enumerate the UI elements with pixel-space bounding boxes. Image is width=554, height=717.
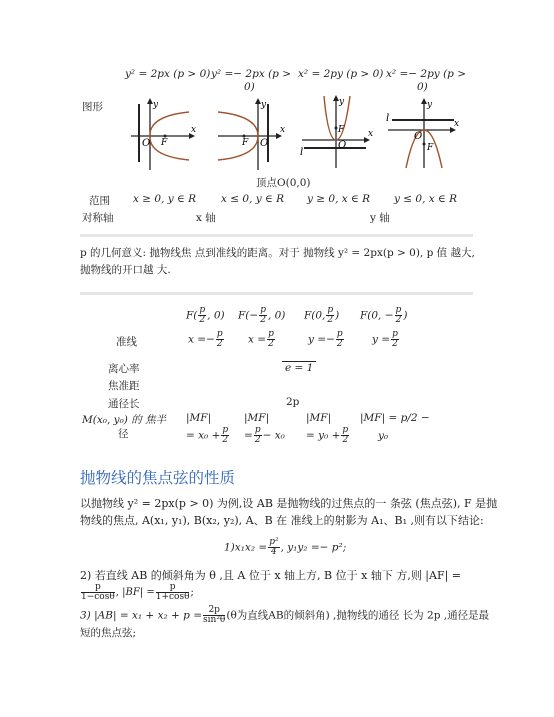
origin-label: O [260, 138, 269, 149]
focus-3: F(0, $\frac{p}{2}$ ) [304, 305, 340, 325]
radius-bottom-2: = $\frac{p}{2}$ − x₀ [244, 425, 285, 445]
eccentricity-value: e = 1 [282, 361, 316, 374]
property-3-line-1: 3) |AB| = x₁ + x₂ + p = $\frac{2p}{\text{sin²θ}}$ (θ为直线AB的倾斜角) ,抛物线的通径 长为 2p ,通径是最 [80, 605, 490, 625]
property-2-line-1: 2) 若直线 AB 的倾斜角为 θ ,且 A 位于 x 轴上方, B 位于 x 轴下 方,则 |AF| = [80, 569, 462, 582]
divider [80, 234, 473, 237]
property-3-line-2: 短的焦点弦; [80, 627, 137, 639]
focus-2: F(− $\frac{p}{2}$ , 0) [238, 305, 286, 325]
radius-bottom-4: y₀ [378, 430, 389, 442]
directrix-3: y =− $\frac{p}{2}$ [308, 329, 343, 349]
col-header-2: y² =− 2px (p > [211, 68, 292, 80]
radius-top-3: |MF| [306, 412, 332, 424]
col-header-4-cont: 0) [417, 81, 428, 93]
directrix-label: l [386, 113, 390, 124]
radius-bottom-1: = x₀ + $\frac{p}{2}$ [186, 425, 229, 445]
row-label-latus: 通径长 [108, 398, 140, 410]
col-header-2-cont: 0) [244, 81, 255, 93]
focus-label: F [242, 138, 249, 148]
latus-value: 2p [286, 396, 300, 408]
intro-line-2: 物线的焦点, A(x₁, y₁), B(x₂, y₂), A、B 在 准线上的射影为 A₁、B₁ ,则有以下结论: [80, 514, 484, 527]
row-label-directrix: 准线 [116, 336, 137, 348]
range-1: x ≥ 0, y ∈ R [133, 193, 197, 205]
range-2: x ≤ 0, y ∈ R [221, 193, 285, 205]
focus-4: F(0, − $\frac{p}{2}$ ) [360, 305, 408, 325]
row-label-axis: 对称轴 [82, 212, 114, 224]
row-label-eccentricity: 离心率 [108, 363, 140, 375]
origin-label: O [142, 138, 151, 149]
focus-label: F [427, 143, 434, 153]
row-label-focal-radius-cont: 径 [118, 428, 129, 440]
graph-right-opening [125, 96, 205, 170]
y-axis-label: y [153, 100, 159, 110]
origin-label: O [338, 140, 347, 151]
vertex-text: 顶点O(0,0) [256, 177, 311, 189]
col-header-1: y² = 2px (p > 0) [125, 68, 211, 80]
y-axis-label: y [427, 100, 433, 110]
directrix-1: x =− $\frac{p}{2}$ [188, 329, 223, 349]
radius-bottom-3: = y₀ + $\frac{p}{2}$ [306, 425, 349, 445]
focus-label: F [338, 125, 345, 135]
radius-top-1: |MF| [186, 412, 212, 424]
x-axis-label: x [454, 119, 460, 129]
row-label-figure: 图形 [82, 101, 103, 113]
row-label-focal-radius: M(x₀, y₀) 的 焦半 [82, 414, 167, 426]
x-axis-label: x [280, 125, 286, 135]
directrix-label: l [300, 147, 304, 158]
row-label-focal-distance: 焦准距 [108, 380, 140, 392]
graph-down-opening [384, 96, 464, 170]
property-2-line-2: $\frac{p}{1-\cos\theta}$ , |BF| = $\frac{p}{1+\cos\theta}$ ; [81, 582, 194, 602]
focus-label: F [161, 138, 168, 148]
axis-y: y 轴 [370, 212, 390, 224]
range-3: y ≥ 0, x ∈ R [307, 193, 371, 205]
x-axis-label: x [191, 125, 197, 135]
axis-x: x 轴 [196, 212, 216, 224]
radius-top-2: |MF| [244, 412, 270, 424]
col-header-3: x² = 2py (p > 0) [298, 68, 384, 80]
directrix-2: x = $\frac{p}{2}$ [248, 329, 274, 349]
radius-top-4: |MF| = p/2 − [360, 412, 430, 424]
graph-up-opening [298, 92, 378, 170]
property-1: 1)x₁x₂ = $\frac{\text{p²}}{4}$ , y₁y₂ =− p²; [224, 537, 347, 557]
graph-left-opening [214, 96, 290, 170]
note-line-2: 抛物线的开口越 大. [80, 264, 171, 276]
y-axis-label: y [261, 100, 267, 110]
range-4: y ≤ 0, x ∈ R [394, 193, 458, 205]
row-label-range: 范围 [89, 195, 110, 207]
col-header-4: x² =− 2py (p > [386, 68, 467, 80]
section-heading: 抛物线的焦点弦的性质 [80, 469, 236, 487]
x-axis-label: x [368, 129, 374, 139]
origin-label: O [414, 131, 423, 142]
directrix-4: y = $\frac{p}{2}$ [372, 329, 398, 349]
note-line-1: p 的几何意义: 抛物线焦 点到准线的距离。对于 抛物线 y² = 2px(p > 0), p 值 越大, [80, 247, 475, 259]
y-axis-label: y [339, 97, 345, 107]
divider [80, 292, 473, 295]
intro-line-1: 以抛物线 y² = 2px(p > 0) 为例,设 AB 是抛物线的过焦点的一 条弦 (焦点弦), F 是抛 [80, 497, 498, 510]
focus-1: F( $\frac{p}{2}$ , 0) [186, 305, 225, 325]
